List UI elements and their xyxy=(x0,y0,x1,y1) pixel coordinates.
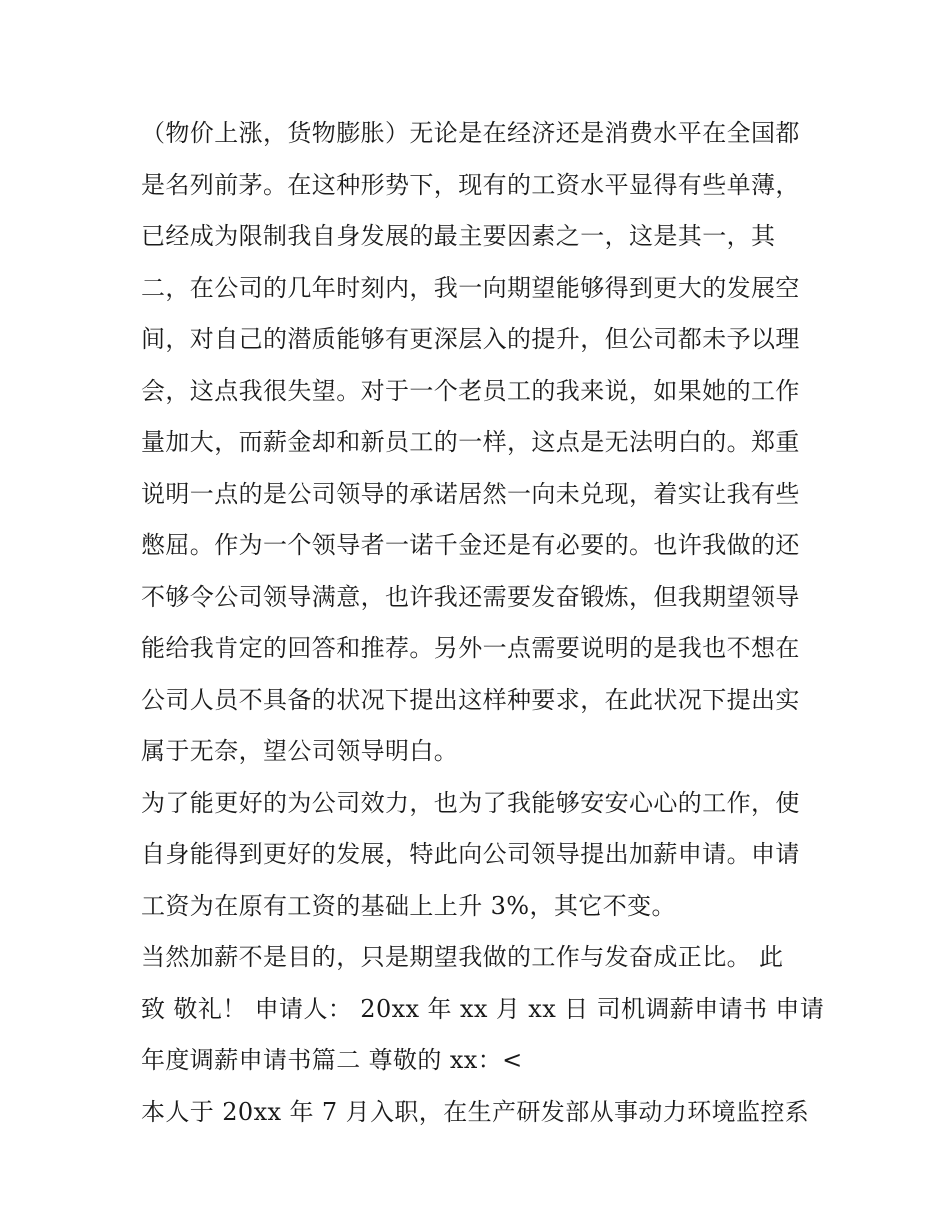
text-line: 间，对自己的潜质能够有更深层入的提升，但公司都未予以理 xyxy=(141,325,800,353)
text-line: 会，这点我很失望。对于一个老员工的我来说，如果她的工作 xyxy=(141,376,800,405)
text-line: 公司人员不具备的状况下提出这样种要求，在此状况下提出实 xyxy=(141,685,800,714)
text-line: 属于无奈，望公司领导明白。 xyxy=(141,737,459,765)
text-line: 量加大，而薪金却和新员工的一样，这点是无法明白的。郑重 xyxy=(141,428,800,456)
text-line: 憋屈。作为一个领导者一诺千金还是有必要的。也许我做的还 xyxy=(141,531,800,559)
text-line: 致 敬礼！ 申请人： 20xx 年 xx 月 xx 日 司机调薪申请书 申请 xyxy=(141,994,825,1023)
document-body xyxy=(141,108,825,1138)
text-line: 年度调薪申请书篇二 尊敬的 xx：< xyxy=(141,1046,523,1074)
text-line: 不够令公司领导满意，也许我还需要发奋锻炼，但我期望领导 xyxy=(141,582,800,611)
text-line: 自身能得到更好的发展，特此向公司领导提出加薪申请。申请 xyxy=(141,840,800,868)
text-line: 本人于 20xx 年 7 月入职，在生产研发部从事动力环境监控系 xyxy=(141,1097,810,1126)
text-line: 当然加薪不是目的，只是期望我做的工作与发奋成正比。 此 xyxy=(141,943,784,971)
text-line: 工资为在原有工资的基础上上升 3%，其它不变。 xyxy=(141,891,676,920)
text-line: 已经成为限制我自身发展的最主要因素之一，这是其一，其 xyxy=(141,222,776,250)
text-line: （物价上涨，货物膨胀）无论是在经济还是消费水平在全国都 xyxy=(141,119,800,147)
text-line: 是名列前茅。在这种形势下，现有的工资水平显得有些单薄， xyxy=(141,170,800,199)
text-line: 二，在公司的几年时刻内，我一向期望能够得到更大的发展空 xyxy=(141,273,800,302)
text-line: 能给我肯定的回答和推荐。另外一点需要说明的是我也不想在 xyxy=(141,634,800,662)
text-line: 说明一点的是公司领导的承诺居然一向未兑现，着实让我有些 xyxy=(141,479,800,508)
text-line: 为了能更好的为公司效力，也为了我能够安安心心的工作，使 xyxy=(141,788,800,817)
